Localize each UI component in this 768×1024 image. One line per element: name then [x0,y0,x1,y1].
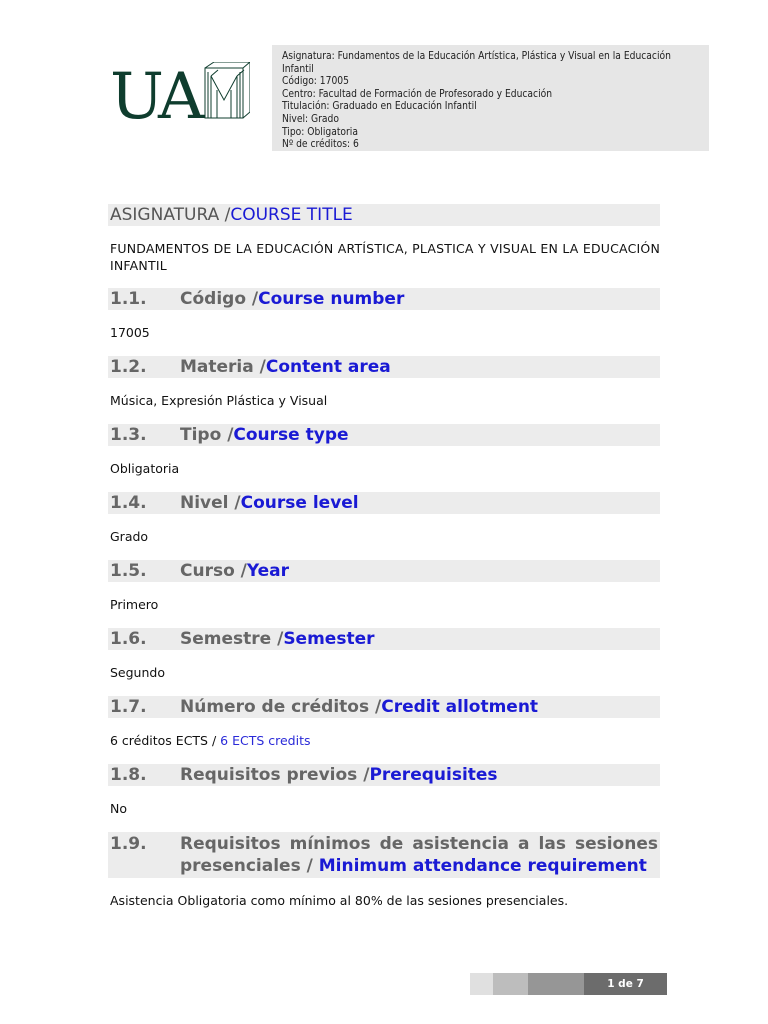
section-label-es: Código / [180,289,259,309]
section-label-en: Credit allotment [381,697,539,717]
section-label-es: Tipo / [180,425,234,445]
credits-value-en: 6 ECTS credits [220,733,311,748]
section-number: 1.7. [110,697,147,717]
credits-value-es: 6 créditos ECTS / [110,733,221,748]
section-label-es: Curso / [180,561,247,581]
svg-text:UA: UA [110,62,201,122]
uam-logo [110,62,250,122]
course-title-heading [108,204,660,226]
section-value-1-3: Obligatoria [110,461,180,476]
section-label-es: Materia / [180,357,266,377]
course-title-value: FUNDAMENTOS DE LA EDUCACIÓN ARTÍSTICA, PLASTICA Y VISUAL EN LA EDUCACIÓN INFANTIL [110,241,660,273]
course-title-label-en: COURSE TITLE [230,205,353,225]
section-number: 1.8. [110,765,147,785]
section-value-1-2: Música, Expresión Plástica y Visual [110,393,328,408]
section-value-1-5: Primero [110,597,159,612]
footer-bar-segment [528,973,584,995]
page-number: 1 de 7 [584,973,667,995]
section-heading-1-5 [108,560,660,582]
header-codigo: Código: 17005 [282,76,349,88]
page-footer [470,973,667,995]
section-value-1-8: No [110,801,127,816]
section-heading-1-6 [108,628,660,650]
section-value-1-6: Segundo [110,665,165,680]
section-label-en: Prerequisites [369,765,498,785]
section-number: 1.2. [110,357,147,377]
section-heading-1-1 [108,288,660,310]
section-number: 1.5. [110,561,147,581]
header-asignatura: Asignatura: Fundamentos de la Educación Artística, Plástica y Visual en la Educación Infantil [282,51,671,75]
section-label-es: Nivel / [180,493,241,513]
section-label-es: Número de créditos / [180,697,382,717]
section-label-en: Course type [233,425,349,445]
section-number: 1.6. [110,629,147,649]
header-nivel: Nivel: Grado [282,113,339,125]
section-label-en: Content area [265,357,391,377]
section-label-en: Course level [240,493,359,513]
section-number: 1.3. [110,425,147,445]
section-heading-1-9 [108,832,660,878]
header-titulacion: Titulación: Graduado en Educación Infantil [282,101,477,113]
section-label-es: Requisitos mínimos de asistencia a las sesiones presenciales / [180,834,658,876]
section-number: 1.4. [110,493,147,513]
section-heading-1-7 [108,696,660,718]
section-value-1-7 [108,732,660,749]
document-body [108,204,660,909]
section-heading-1-8 [108,764,660,786]
section-label-en: Year [246,561,290,581]
course-title-label-es: ASIGNATURA / [110,205,231,225]
section-label-en: Course number [258,289,405,309]
section-heading-1-3 [108,424,660,446]
header-tipo: Tipo: Obligatoria [282,126,358,138]
section-label-en: Semester [283,629,375,649]
header-info-box [272,45,709,151]
section-number: 1.9. [110,834,147,854]
section-value-1-9: Asistencia Obligatoria como mínimo al 80% de las sesiones presenciales. [110,893,569,908]
footer-bar-segment [470,973,493,995]
section-value-1-4: Grado [110,529,149,544]
section-label-en: Minimum attendance requirement [318,856,647,876]
section-value-1-1: 17005 [110,325,150,340]
header-centro: Centro: Facultad de Formación de Profesorado y Educación [282,88,553,100]
section-number: 1.1. [110,289,147,309]
section-label-es: Requisitos previos / [180,765,370,785]
header-creditos: Nº de créditos: 6 [282,139,359,151]
section-label-es: Semestre / [180,629,284,649]
section-heading-1-2 [108,356,660,378]
footer-bar-segment [493,973,528,995]
section-heading-1-4 [108,492,660,514]
